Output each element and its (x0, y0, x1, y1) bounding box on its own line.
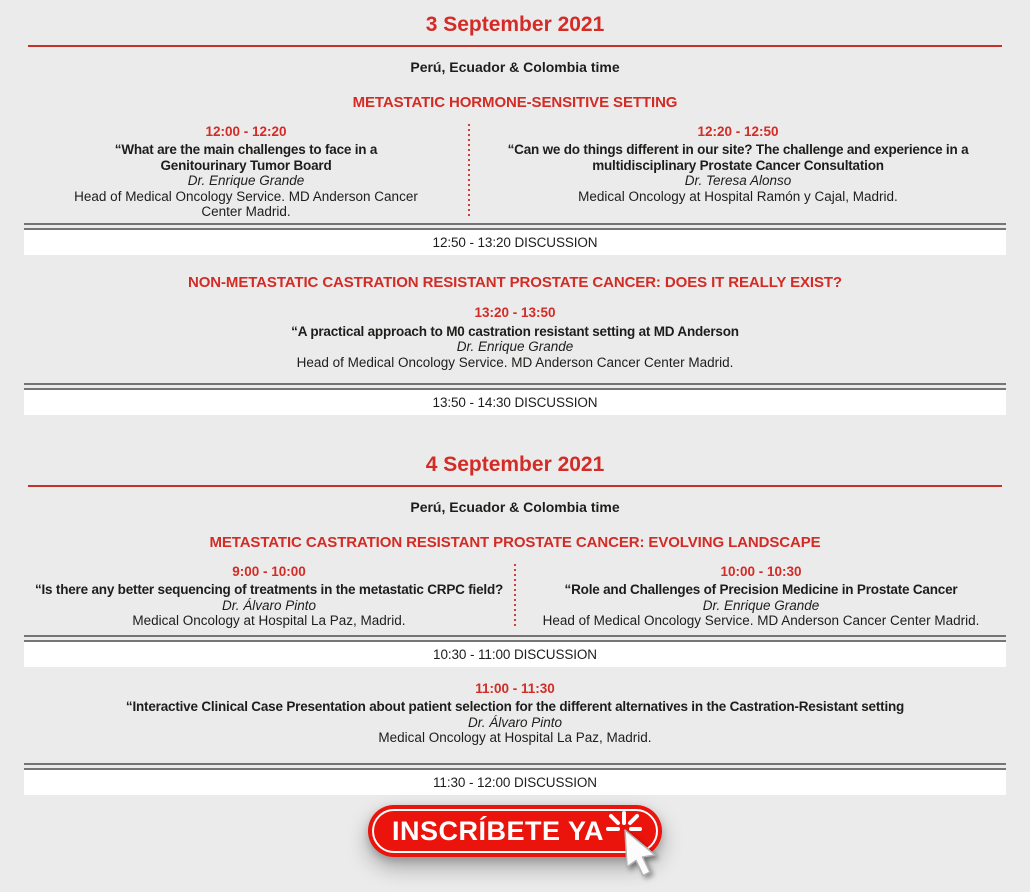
session-time: 13:20 - 13:50 (474, 305, 556, 321)
cta-label: INSCRÍBETE YA (391, 815, 605, 846)
session-card (24, 564, 514, 629)
session-title: “Can we do things different in our site? The challenge and experience in a multidisciplinary Prostate Cancer Consultation (507, 142, 969, 173)
session-card (0, 681, 1030, 746)
session-affiliation: Head of Medical Oncology Service. MD Anderson Cancer Center Madrid. (74, 188, 418, 220)
session-speaker: Dr. Enrique Grande (187, 173, 305, 189)
discussion-bar (24, 223, 1006, 255)
session-speaker: Dr. Álvaro Pinto (467, 714, 563, 730)
discussion-bar (24, 635, 1006, 667)
session-title: “A practical approach to M0 castration resistant setting at MD Anderson (291, 323, 739, 339)
day-2-rule (28, 485, 1002, 487)
session-affiliation: Medical Oncology at Hospital La Paz, Madrid. (378, 729, 652, 745)
session-time: 11:00 - 11:30 (475, 680, 555, 696)
session-card (516, 564, 1006, 629)
discussion-bar (24, 763, 1006, 795)
session-speaker: Dr. Álvaro Pinto (221, 597, 317, 613)
discussion-label: 13:50 - 14:30 DISCUSSION (24, 390, 1006, 415)
discussion-label: 11:30 - 12:00 DISCUSSION (24, 770, 1006, 795)
day-2-agenda (0, 453, 1030, 795)
session-card (0, 305, 1030, 370)
session-affiliation: Medical Oncology at Hospital La Paz, Madrid. (132, 613, 406, 629)
day-1-section-2-heading: NON-METASTATIC CASTRATION RESISTANT PROSTATE CANCER: DOES IT REALLY EXIST? (188, 274, 842, 292)
day-1-agenda (0, 13, 1030, 415)
discussion-label: 10:30 - 11:00 DISCUSSION (24, 642, 1006, 667)
discussion-bar-rule (24, 223, 1006, 230)
day-1-session-row (24, 124, 1006, 219)
session-time: 12:00 - 12:20 (205, 124, 287, 139)
session-affiliation: Head of Medical Oncology Service. MD Anderson Cancer Center Madrid. (296, 354, 734, 370)
session-title: “Is there any better sequencing of treatments in the metastatic CRPC field? (34, 582, 504, 598)
day-1-timezone-note: Perú, Ecuador & Colombia time (410, 59, 620, 75)
session-affiliation: Medical Oncology at Hospital Ramón y Cajal, Madrid. (578, 188, 898, 204)
day-2-title: 4 September 2021 (425, 453, 605, 477)
session-affiliation: Head of Medical Oncology Service. MD Anderson Cancer Center Madrid. (542, 613, 980, 629)
day-2-timezone-note: Perú, Ecuador & Colombia time (410, 499, 620, 516)
day-2-section-1-heading: METASTATIC CASTRATION RESISTANT PROSTATE CANCER: EVOLVING LANDSCAPE (209, 534, 821, 552)
session-title: “What are the main challenges to face in a Genitourinary Tumor Board (114, 142, 378, 173)
day-1-section-1-heading: METASTATIC HORMONE-SENSITIVE SETTING (352, 94, 678, 111)
day-1-rule (28, 45, 1002, 47)
day-2-session-row (24, 564, 1006, 629)
session-time: 9:00 - 10:00 (232, 564, 306, 580)
session-title: “Role and Challenges of Precision Medicine in Prostate Cancer (564, 582, 958, 598)
discussion-bar-rule (24, 763, 1006, 770)
discussion-bar-rule (24, 383, 1006, 390)
cta-area (0, 805, 1030, 857)
day-1-title: 3 September 2021 (425, 13, 605, 36)
session-speaker: Dr. Enrique Grande (456, 339, 574, 355)
session-time: 10:00 - 10:30 (720, 564, 802, 580)
session-card (24, 124, 468, 219)
session-title: “Interactive Clinical Case Presentation about patient selection for the different alternatives in the Castration-Resistant setting (125, 699, 905, 715)
session-speaker: Dr. Teresa Alonso (684, 173, 792, 189)
inscribete-button[interactable] (368, 805, 662, 857)
discussion-label: 12:50 - 13:20 DISCUSSION (24, 230, 1006, 255)
discussion-bar-rule (24, 635, 1006, 642)
session-time: 12:20 - 12:50 (697, 124, 779, 139)
discussion-bar (24, 383, 1006, 415)
session-speaker: Dr. Enrique Grande (702, 597, 820, 613)
session-card (470, 124, 1006, 219)
